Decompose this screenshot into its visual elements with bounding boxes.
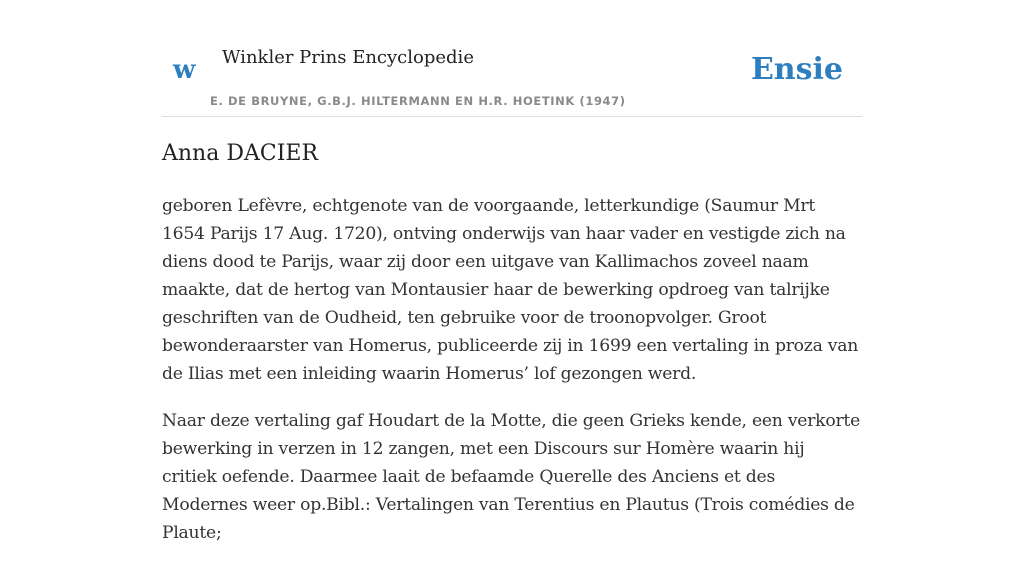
entry-title: Anna DACIER — [162, 141, 319, 166]
ensie-brand-logo[interactable]: Ensie — [750, 52, 843, 87]
entry-paragraph: Naar deze vertaling gaf Houdart de la Motte, die geen Grieks kende, een verkorte bewerking in verzen in 12 zangen, met een Discours sur Homère waarin hij critiek oefende. Daarmee laait de befaamde Querelle des Anciens et des Modernes weer op.Bibl.: Vertalingen van Terentius en Plautus (Trois comédies de Plaute; — [162, 411, 860, 543]
book-authors: E. DE BRUYNE, G.B.J. HILTERMANN EN H.R. HOETINK (1947) — [210, 94, 626, 108]
site-header — [162, 40, 862, 117]
book-title[interactable]: Winkler Prins Encyclopedie — [222, 47, 474, 68]
entry-content — [162, 192, 862, 566]
entry-paragraph: geboren Lefèvre, echtgenote van de voorgaande, letterkundige (Saumur Mrt 1654 Parijs 17 Aug. 1720), ontving onderwijs van haar vader en vestigde zich na diens dood te Parijs, waar zij door een uitgave van Kallimachos zoveel naam maakte, dat de hertog van Montausier haar de bewerking opdroeg van talrijke geschriften van de Oudheid, ten gebruike voor de troonopvolger. Groot bewonderaarster van Homerus, publiceerde zij in 1699 een vertaling in proza van de Ilias met een inleiding waarin Homerus’ lof gezongen werd. — [162, 196, 859, 384]
winkler-prins-logo[interactable]: w — [173, 55, 196, 85]
